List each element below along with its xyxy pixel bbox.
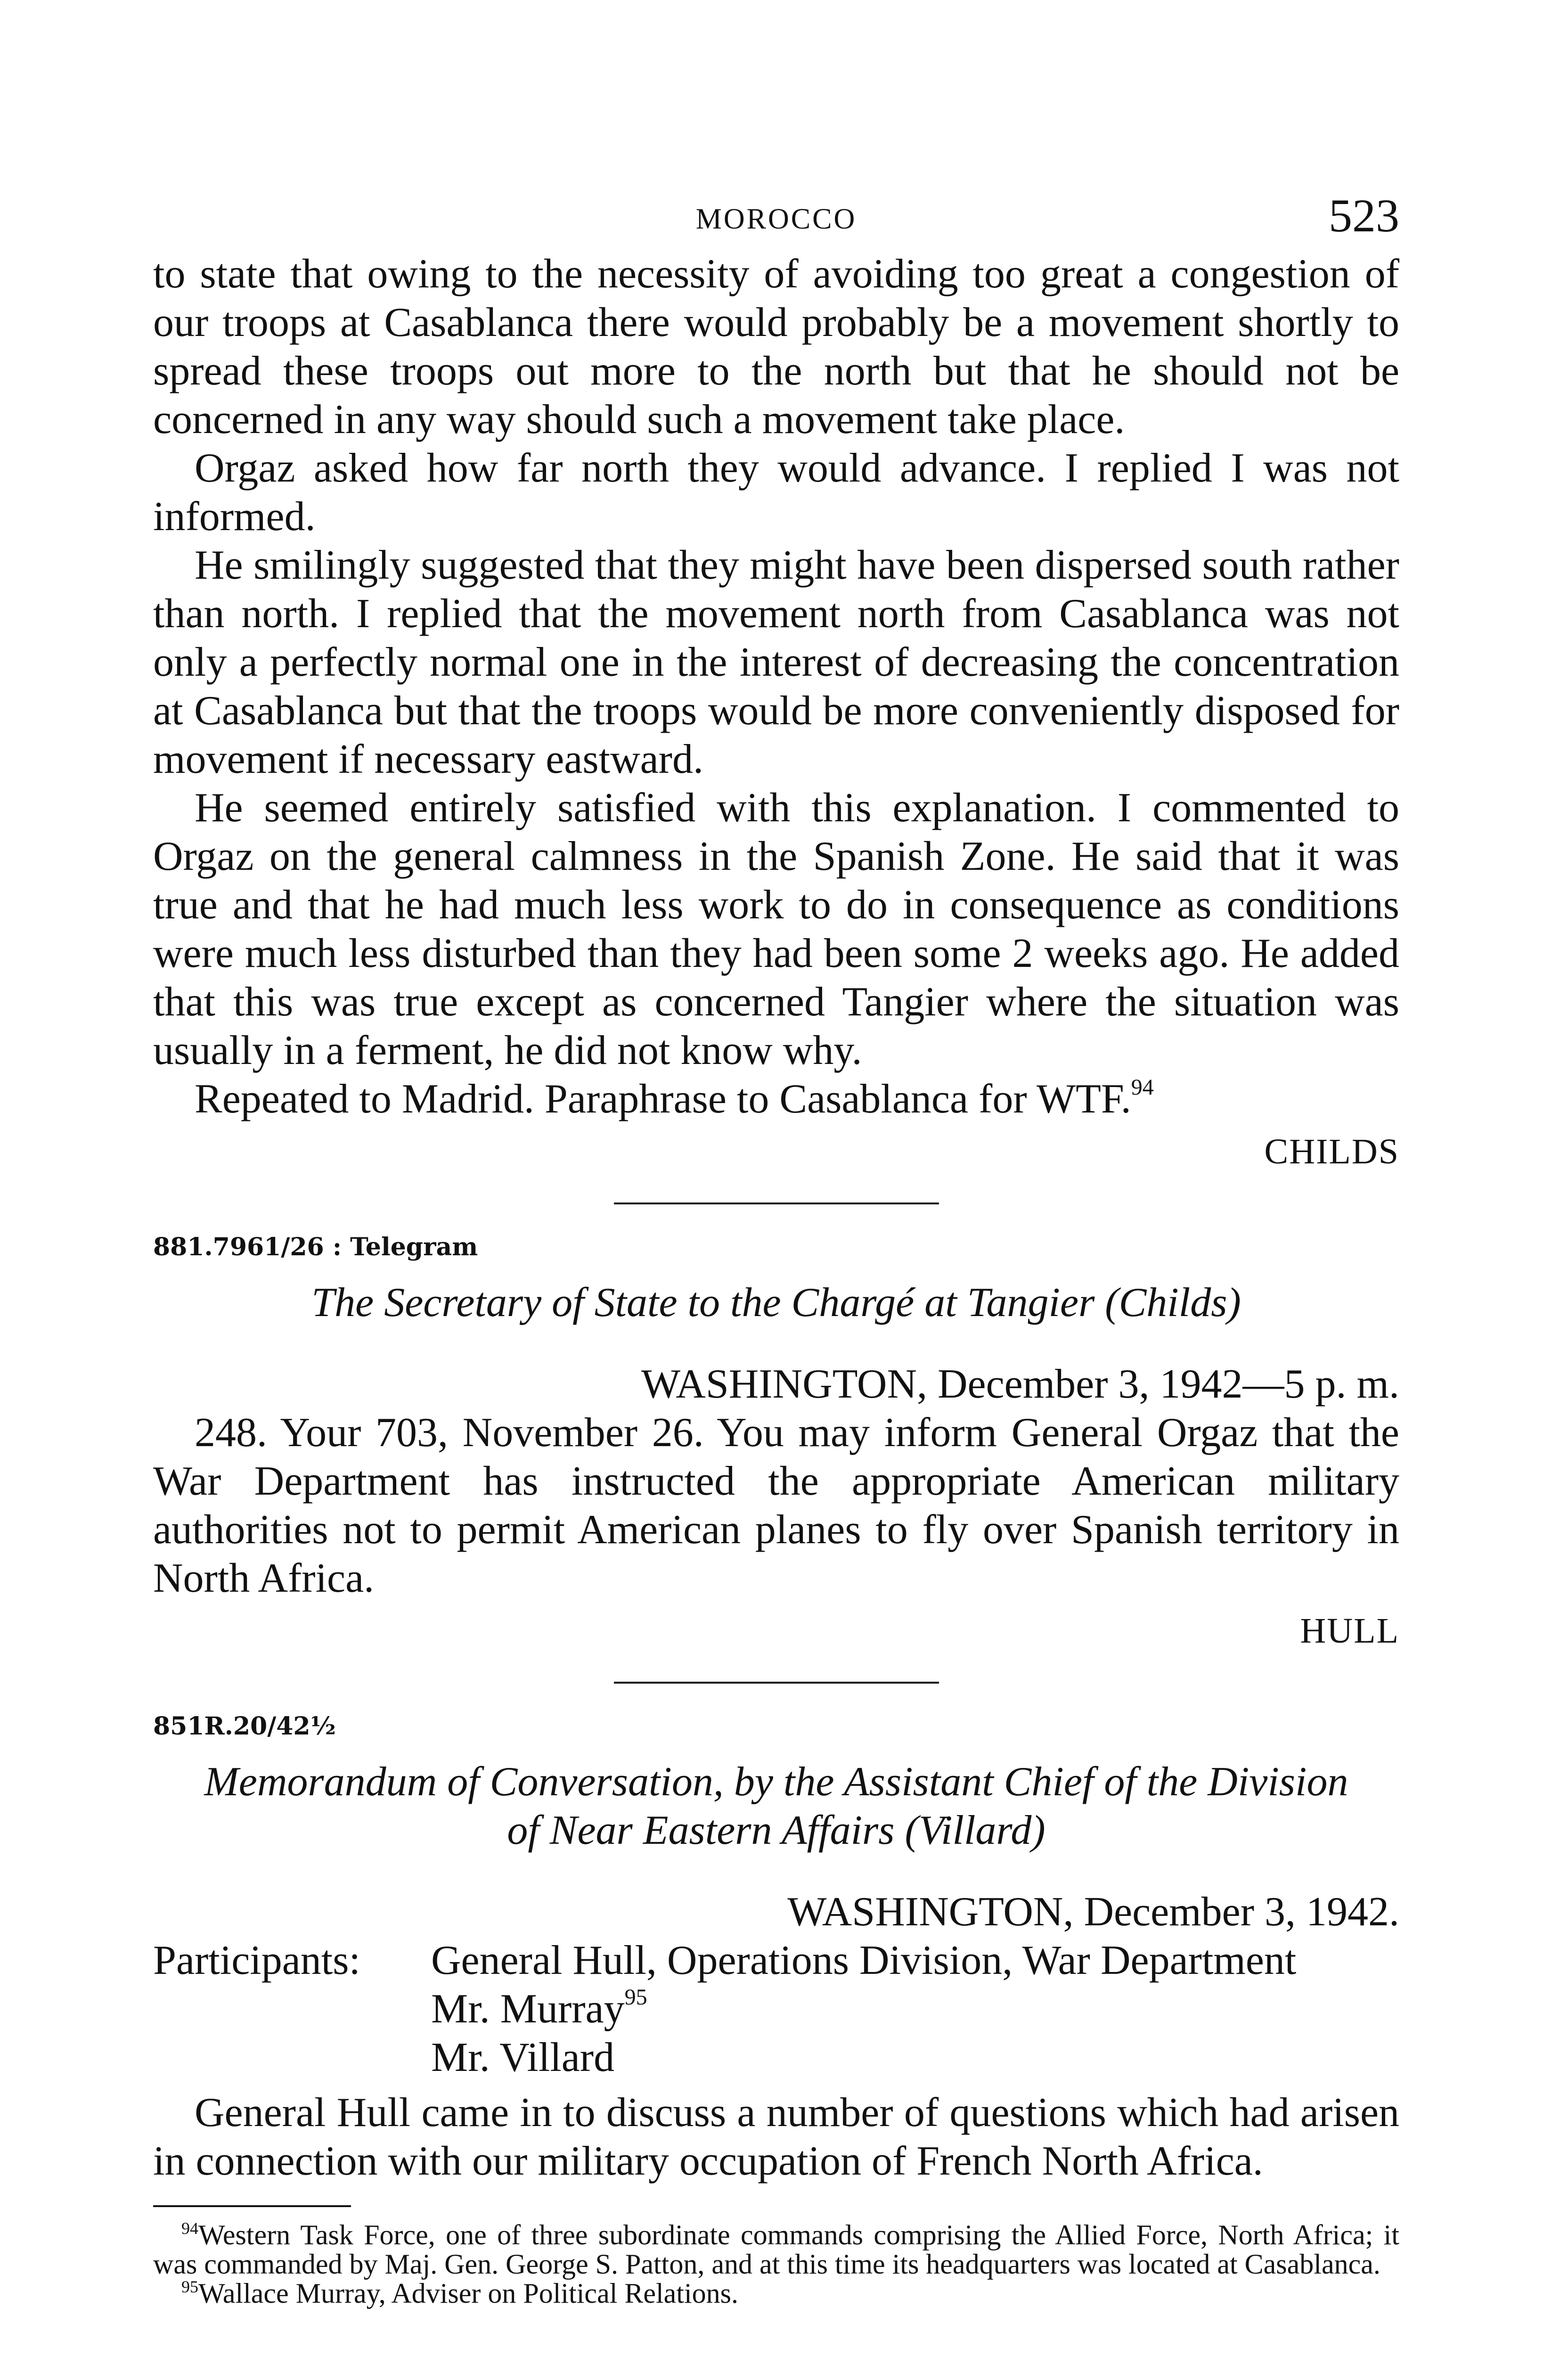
- title-line: Memorandum of Conversation, by the Assistant Chief of the Division: [204, 1759, 1348, 1805]
- body-paragraph: to state that owing to the necessity of avoiding too great a congestion of our troops at Casablanca there would probably be a movement shortly to spread these troops out more to the north but that he should not be concerned in any way should such a movement take place.: [153, 251, 1399, 442]
- body-paragraph: [153, 1075, 1399, 1123]
- body-paragraph: General Hull came in to discuss a number of questions which had arisen in connection with our military occupation of French North Africa.: [153, 2090, 1399, 2184]
- participant: [431, 1985, 1296, 2033]
- body-paragraph: He seemed entirely satisfied with this explanation. I commented to Orgaz on the general calmness in the Spanish Zone. He said that it was true and that he had much less work to do in consequence as conditions were much less disturbed than they had been some 2 weeks ago. He added that this was true except as concerned Tangier where the situation was usually in a ferment, he did not know why.: [153, 785, 1399, 1073]
- footnotes: [153, 2220, 1399, 2308]
- page-number: 523: [1329, 189, 1399, 242]
- participants-label: Participants:: [153, 1938, 360, 1983]
- memorandum-section: [153, 1712, 1399, 2185]
- footnote-text: Wallace Murray, Adviser on Political Relations.: [198, 2278, 739, 2309]
- document-page: [153, 188, 1399, 2308]
- body-paragraph: Orgaz asked how far north they would advance. I replied I was not informed.: [153, 445, 1399, 540]
- dateline-place: WASHINGTON,: [641, 1361, 927, 1407]
- paragraph-text: Repeated to Madrid. Paraphrase to Casablanca for WTF.: [195, 1076, 1131, 1122]
- body-paragraph: 248. Your 703, November 26. You may inform General Orgaz that the War Department has instructed the appropriate American military authorities not to permit American planes to fly over Spanish territory in North Africa.: [153, 1410, 1399, 1601]
- continuation-section: [153, 250, 1399, 1175]
- signature: HULL: [1300, 1611, 1399, 1651]
- section-divider: [614, 1203, 939, 1204]
- participants-list: [431, 1936, 1296, 2082]
- document-title: [153, 1758, 1399, 1855]
- participant: [431, 2033, 1296, 2082]
- running-head: [153, 188, 1399, 250]
- telegram-section: [153, 1233, 1399, 1654]
- footnote-reference: 95: [624, 1985, 647, 2010]
- participant-name: Mr. Murray: [431, 1986, 625, 2032]
- running-title: MOROCCO: [695, 203, 857, 235]
- footnote: [153, 2220, 1399, 2279]
- dateline-date: December 3, 1942—5 p. m.: [938, 1361, 1399, 1407]
- dateline: [153, 1360, 1399, 1408]
- file-reference: 851R.20/42½: [153, 1712, 336, 1741]
- dateline: [153, 1888, 1399, 1936]
- section-divider: [614, 1682, 939, 1684]
- dateline-date: December 3, 1942.: [1084, 1889, 1399, 1935]
- participant: [431, 1936, 1296, 1985]
- participants-block: [153, 1936, 1399, 2082]
- file-reference: 881.7961/26 : Telegram: [153, 1233, 478, 1261]
- dateline-place: WASHINGTON,: [787, 1889, 1074, 1935]
- participant-name: Mr. Villard: [431, 2035, 615, 2080]
- footnote-mark: 95: [181, 2277, 198, 2296]
- footnote-reference: 94: [1131, 1075, 1154, 1100]
- footnote-text: Western Task Force, one of three subordinate commands comprising the Allied Force, North Africa; it was commanded by Maj. Gen. George S. Patton, and at this time its headquarters was located at Casablanca.: [153, 2219, 1399, 2280]
- body-paragraph: He smilingly suggested that they might have been dispersed south rather than north. I replied that the movement north from Casablanca was not only a perfectly normal one in the interest of decreasing the concentration at Casablanca but that the troops would be more conveniently disposed for movement if necessary eastward.: [153, 542, 1399, 782]
- signature: CHILDS: [1264, 1132, 1399, 1171]
- footnote: [153, 2279, 1399, 2308]
- participant-name: General Hull, Operations Division, War Department: [431, 1938, 1297, 1983]
- footnote-divider: [153, 2205, 351, 2207]
- footnote-mark: 94: [181, 2219, 198, 2238]
- title-line: of Near Eastern Affairs (Villard): [507, 1808, 1045, 1853]
- document-title: The Secretary of State to the Chargé at Tangier (Childs): [311, 1280, 1241, 1325]
